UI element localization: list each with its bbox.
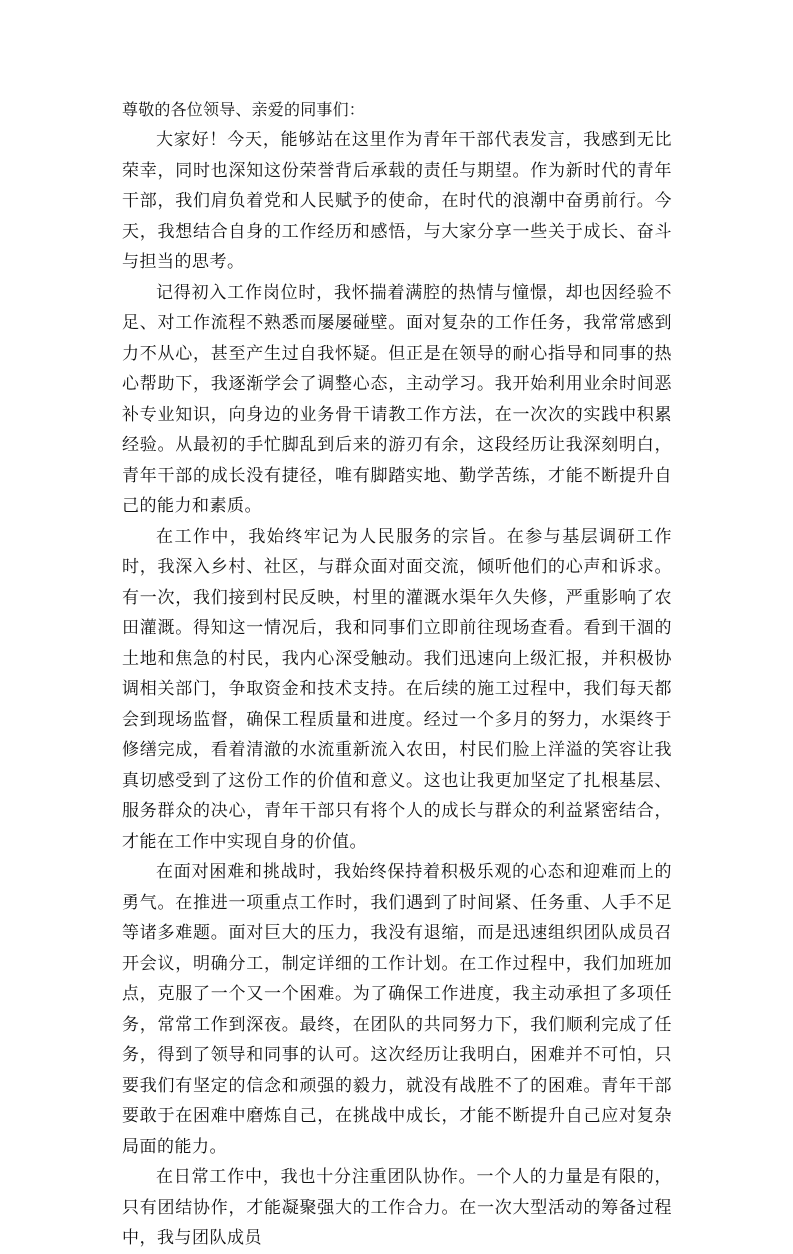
paragraph-facing-challenges: 在面对困难和挑战时，我始终保持着积极乐观的心态和迎难而上的勇气。在推进一项重点工作时，我们遇到了时间紧、任务重、人手不足等诸多难题。面对巨大的压力，我没有退缩，而是迅速组织团队成员召开会议，明确分工，制定详细的工作计划。在工作过程中，我们加班加点，克服了一个又一个困难。为了确保工作进度，我主动承担了多项任务，常常工作到深夜。最终，在团队的共同努力下，我们顺利完成了任务，得到了领导和同事的认可。这次经历让我明白，困难并不可怕，只要我们有坚定的信念和顽强的毅力，就没有战胜不了的困难。青年干部要敢于在困难中磨炼自己，在挑战中成长，才能不断提升自己应对复杂局面的能力。 bbox=[122, 862, 672, 1157]
paragraph-opening: 大家好！今天，能够站在这里作为青年干部代表发言，我感到无比荣幸，同时也深知这份荣誉背后承载的责任与期望。作为新时代的青年干部，我们肩负着党和人民赋予的使命，在时代的浪潮中奋勇前行。今天，我想结合自身的工作经历和感悟，与大家分享一些关于成长、奋斗与担当的思考。 bbox=[122, 130, 672, 272]
document-page bbox=[122, 95, 672, 1254]
salutation: 尊敬的各位领导、亲爱的同事们： bbox=[122, 100, 366, 119]
paragraph-early-career: 记得初入工作岗位时，我怀揣着满腔的热情与憧憬，却也因经验不足、对工作流程不熟悉而屡屡碰壁。面对复杂的工作任务，我常常感到力不从心，甚至产生过自我怀疑。但正是在领导的耐心指导和同事的热心帮助下，我逐渐学会了调整心态，主动学习。我开始利用业余时间恶补专业知识，向身边的业务骨干请教工作方法，在一次次的实践中积累经验。从最初的手忙脚乱到后来的游刃有余，这段经历让我深刻明白，青年干部的成长没有捷径，唯有脚踏实地、勤学苦练，才能不断提升自己的能力和素质。 bbox=[122, 282, 672, 516]
paragraph-serving-people: 在工作中，我始终牢记为人民服务的宗旨。在参与基层调研工作时，我深入乡村、社区，与群众面对面交流，倾听他们的心声和诉求。有一次，我们接到村民反映，村里的灌溉水渠年久失修，严重影响了农田灌溉。得知这一情况后，我和同事们立即前往现场查看。看到干涸的土地和焦急的村民，我内心深受触动。我们迅速向上级汇报，并积极协调相关部门，争取资金和技术支持。在后续的施工过程中，我们每天都会到现场监督，确保工程质量和进度。经过一个多月的努力，水渠终于修缮完成，看着清澈的水流重新流入农田，村民们脸上洋溢的笑容让我真切感受到了这份工作的价值和意义。这也让我更加坚定了扎根基层、服务群众的决心，青年干部只有将个人的成长与群众的利益紧密结合，才能在工作中实现自身的价值。 bbox=[122, 526, 672, 852]
paragraph-teamwork: 在日常工作中，我也十分注重团队协作。一个人的力量是有限的，只有团结协作，才能凝聚强大的工作合力。在一次大型活动的筹备过程中，我与团队成员 bbox=[122, 1167, 672, 1248]
